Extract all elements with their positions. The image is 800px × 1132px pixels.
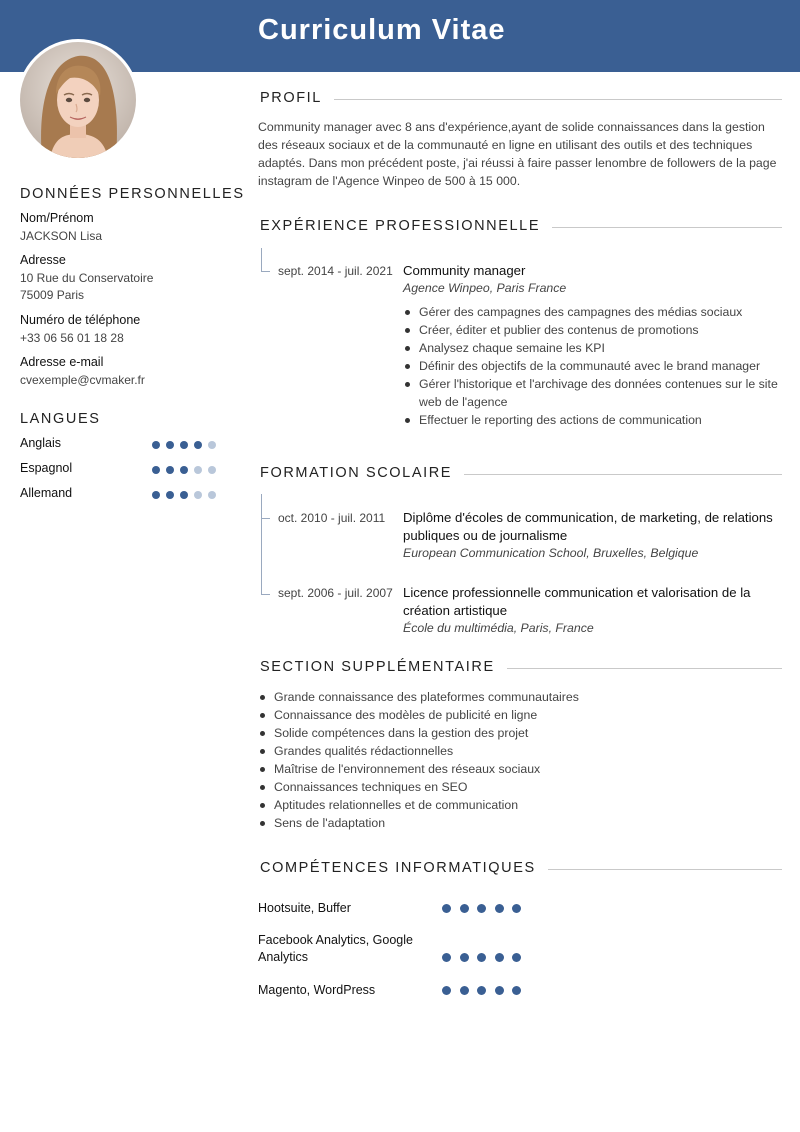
timeline-tick (261, 271, 270, 272)
phone-label: Numéro de téléphone (20, 313, 141, 327)
timeline-tick (261, 594, 270, 595)
additional-list (258, 688, 778, 832)
language-name: Espagnol (20, 461, 73, 475)
level-dot-filled (152, 466, 160, 474)
level-dot-filled (166, 466, 174, 474)
list-item: Définir des objectifs de la communauté avec le brand manager (403, 357, 783, 375)
list-item: Gérer l'historique et l'archivage des données contenues sur le site web de l'agence (403, 375, 783, 411)
list-item: Connaissance des modèles de publicité en ligne (258, 706, 778, 724)
level-dot-filled (166, 491, 174, 499)
level-dot-filled (477, 986, 486, 995)
level-dot-filled (460, 904, 469, 913)
personal-data-heading: DONNÉES PERSONNELLES (20, 186, 245, 202)
level-dot-filled (180, 466, 188, 474)
list-item: Créer, éditer et publier des contenus de promotions (403, 321, 783, 339)
list-item: Analysez chaque semaine les KPI (403, 339, 783, 357)
level-dot-filled (495, 904, 504, 913)
languages-heading: LANGUES (20, 411, 101, 427)
phone-value: +33 06 56 01 18 28 (20, 331, 124, 345)
level-dot-filled (442, 986, 451, 995)
skill-name: Magento, WordPress (258, 983, 376, 997)
level-dot-filled (194, 441, 202, 449)
timeline-tick (261, 518, 270, 519)
address-line-2: 75009 Paris (20, 288, 85, 302)
level-dot-filled (152, 491, 160, 499)
education-dates: oct. 2010 - juil. 2011 (278, 511, 386, 525)
list-item: Solide compétences dans la gestion des projet (258, 724, 778, 742)
list-item: Connaissances techniques en SEO (258, 778, 778, 796)
level-dot-filled (477, 904, 486, 913)
level-dot-filled (512, 904, 521, 913)
list-item: Aptitudes relationnelles et de communication (258, 796, 778, 814)
page-title: Curriculum Vitae (258, 14, 506, 46)
experience-dates: sept. 2014 - juil. 2021 (278, 264, 393, 278)
list-item: Grande connaissance des plateformes communautaires (258, 688, 778, 706)
language-name: Allemand (20, 486, 73, 500)
section-divider (320, 99, 782, 100)
level-dot-filled (460, 986, 469, 995)
level-dot-empty (208, 466, 216, 474)
level-dot-empty (208, 441, 216, 449)
level-dot-filled (495, 953, 504, 962)
level-dot-empty (194, 466, 202, 474)
education-title: Licence professionnelle communication et valorisation de la création artistique (403, 585, 751, 618)
level-dot-empty (194, 491, 202, 499)
timeline-line (261, 248, 262, 272)
language-level (152, 466, 216, 474)
list-item: Effectuer le reporting des actions de communication (403, 411, 783, 429)
skill-name: Hootsuite, Buffer (258, 901, 351, 915)
it-skills-heading: COMPÉTENCES INFORMATIQUES (260, 860, 548, 876)
email-label: Adresse e-mail (20, 355, 104, 369)
list-item: Gérer des campagnes des campagnes des médias sociaux (403, 303, 783, 321)
email-value: cvexemple@cvmaker.fr (20, 373, 145, 387)
education-school: European Communication School, Bruxelles, Belgique (403, 546, 699, 560)
address-label: Adresse (20, 253, 66, 267)
experience-tasks (403, 303, 783, 429)
experience-heading: EXPÉRIENCE PROFESSIONNELLE (260, 218, 552, 234)
list-item: Maîtrise de l'environnement des réseaux sociaux (258, 760, 778, 778)
skill-name: Facebook Analytics, Google Analytics (258, 933, 413, 964)
list-item: Grandes qualités rédactionnelles (258, 742, 778, 760)
skill-level (442, 904, 521, 913)
name-value: JACKSON Lisa (20, 229, 103, 243)
education-title: Diplôme d'écoles de communication, de marketing, de relations publiques ou de journalisme (403, 510, 773, 543)
skill-level (442, 953, 521, 962)
level-dot-empty (208, 491, 216, 499)
language-level (152, 441, 216, 449)
level-dot-filled (495, 986, 504, 995)
section-divider (470, 668, 782, 669)
level-dot-filled (477, 953, 486, 962)
profile-heading: PROFIL (260, 90, 334, 106)
language-name: Anglais (20, 436, 61, 450)
profile-text: Community manager avec 8 ans d'expérience,ayant de solide connaissances dans la gestion des réseaux sociaux et de la communauté en ligne en utilisant des outils et des techniques adaptés. Dans mon précédent poste, j'ai réussi à faire passer lenombre de followers de la page instagram de l'Agence Winpeo de 500 à 15 000. (258, 120, 777, 188)
profile-photo (17, 39, 139, 161)
level-dot-filled (152, 441, 160, 449)
level-dot-filled (460, 953, 469, 962)
level-dot-filled (180, 441, 188, 449)
timeline-line (261, 494, 262, 595)
education-dates: sept. 2006 - juil. 2007 (278, 586, 393, 600)
list-item: Sens de l'adaptation (258, 814, 778, 832)
address-line-1: 10 Rue du Conservatoire (20, 271, 154, 285)
experience-title: Community manager (403, 263, 526, 278)
language-level (152, 491, 216, 499)
experience-company: Agence Winpeo, Paris France (403, 281, 567, 295)
level-dot-filled (442, 953, 451, 962)
name-label: Nom/Prénom (20, 211, 94, 225)
skill-level (442, 986, 521, 995)
level-dot-filled (442, 904, 451, 913)
education-heading: FORMATION SCOLAIRE (260, 465, 464, 481)
level-dot-filled (166, 441, 174, 449)
level-dot-filled (180, 491, 188, 499)
level-dot-filled (512, 953, 521, 962)
level-dot-filled (512, 986, 521, 995)
education-school: École du multimédia, Paris, France (403, 621, 594, 635)
additional-heading: SECTION SUPPLÉMENTAIRE (260, 659, 507, 675)
section-divider (430, 474, 782, 475)
